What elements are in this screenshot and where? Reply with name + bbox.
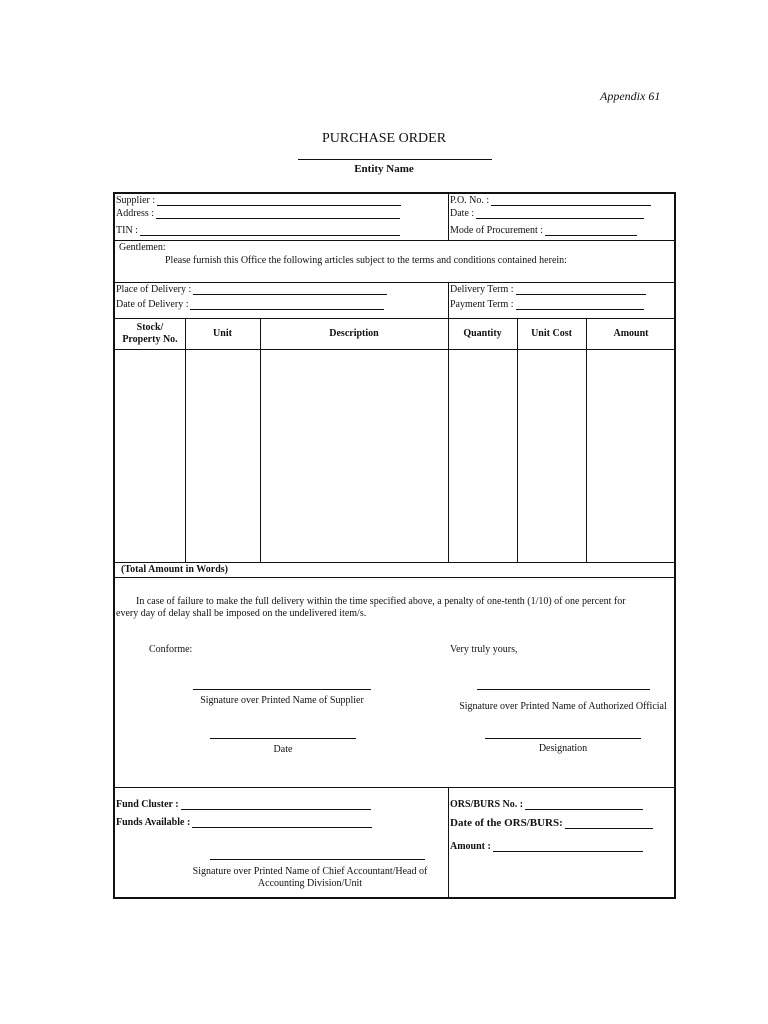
divider <box>260 318 261 562</box>
divider <box>115 349 674 350</box>
conforme-label: Conforme: <box>149 644 193 655</box>
divider <box>586 318 587 562</box>
column-header-description: Description <box>329 328 379 339</box>
purchase-order-form <box>113 192 676 899</box>
very-truly-yours-label: Very truly yours, <box>450 644 518 655</box>
supplier-signature-line[interactable] <box>193 689 371 690</box>
accountant-signature-caption-1: Signature over Printed Name of Chief Accountant/Head of <box>192 866 428 877</box>
funds-available-field[interactable]: Funds Available : <box>116 817 372 828</box>
penalty-clause-line-2: every day of delay shall be imposed on the undelivered item/s. <box>116 608 367 619</box>
divider <box>448 194 449 240</box>
fund-cluster-field[interactable]: Fund Cluster : <box>116 799 371 810</box>
tin-field[interactable]: TIN : <box>116 225 400 236</box>
mode-of-procurement-field[interactable]: Mode of Procurement : <box>450 225 637 236</box>
divider <box>517 318 518 562</box>
divider <box>115 282 674 283</box>
divider <box>185 318 186 562</box>
supplier-field[interactable]: Supplier : <box>116 195 401 206</box>
payment-term-field[interactable]: Payment Term : <box>450 299 644 310</box>
page-title: PURCHASE ORDER <box>321 131 447 146</box>
orsburs-number-field[interactable]: ORS/BURS No. : <box>450 799 643 810</box>
divider <box>115 787 674 788</box>
column-header-unit: Unit <box>213 328 232 339</box>
delivery-term-field[interactable]: Delivery Term : <box>450 284 646 295</box>
column-header-amount: Amount <box>613 328 649 339</box>
furnish-instructions: Please furnish this Office the following articles subject to the terms and conditions contained herein: <box>165 255 567 266</box>
divider <box>115 240 674 241</box>
supplier-signature-caption: Signature over Printed Name of Supplier <box>200 695 364 706</box>
column-header-unit-cost: Unit Cost <box>531 328 572 339</box>
place-of-delivery-field[interactable]: Place of Delivery : <box>116 284 387 295</box>
designation-line[interactable] <box>485 738 641 739</box>
column-header-quantity: Quantity <box>463 328 502 339</box>
gentlemen-label: Gentlemen: <box>119 242 166 253</box>
official-signature-caption: Signature over Printed Name of Authorized Official <box>459 701 667 712</box>
divider <box>115 577 674 578</box>
date-signature-line[interactable] <box>210 738 356 739</box>
penalty-clause-line-1: In case of failure to make the full delivery within the time specified above, a penalty of one-tenth (1/10) of one percent for <box>136 596 626 607</box>
divider <box>448 787 449 899</box>
accountant-signature-caption-2: Accounting Division/Unit <box>257 878 363 889</box>
amount-field[interactable]: Amount : <box>450 841 643 852</box>
date-of-delivery-field[interactable]: Date of Delivery : <box>116 299 384 310</box>
divider <box>115 318 674 319</box>
designation-caption: Designation <box>538 743 588 754</box>
total-amount-in-words-label: (Total Amount in Words) <box>121 564 228 575</box>
official-signature-line[interactable] <box>477 689 650 690</box>
entity-name-line <box>298 159 492 160</box>
po-number-field[interactable]: P.O. No. : <box>450 195 651 206</box>
orsburs-date-field[interactable]: Date of the ORS/BURS: <box>450 817 653 829</box>
divider <box>448 282 449 562</box>
date-caption: Date <box>273 744 293 755</box>
column-header-stock-property-no: Stock/ Property No. <box>122 322 178 345</box>
accountant-signature-line[interactable] <box>210 859 425 860</box>
divider <box>115 562 674 563</box>
entity-name-label: Entity Name <box>354 163 414 175</box>
po-date-field[interactable]: Date : <box>450 208 644 219</box>
appendix-label: Appendix 61 <box>600 89 661 103</box>
address-field[interactable]: Address : <box>116 208 400 219</box>
